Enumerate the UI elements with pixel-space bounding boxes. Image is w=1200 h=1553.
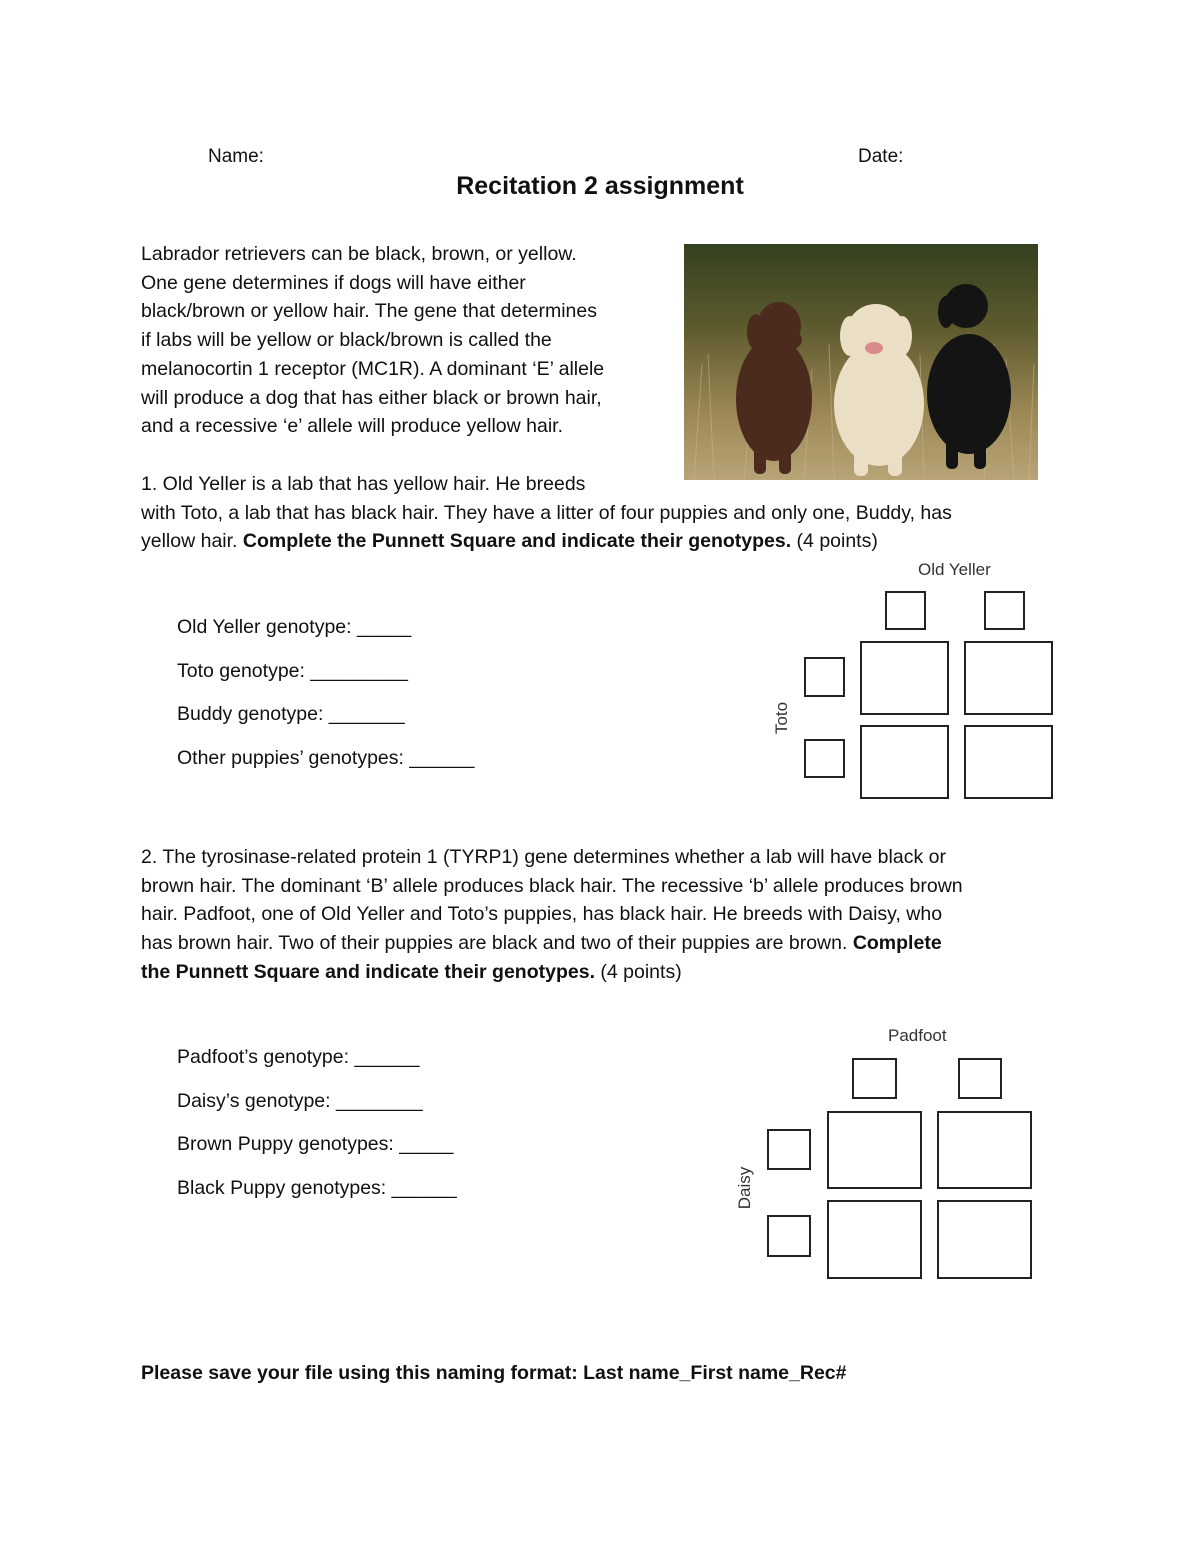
q2-top-parent-label: Padfoot xyxy=(888,1026,947,1045)
q1-genotype-list xyxy=(177,606,474,780)
q1-line: 1. Old Yeller is a lab that has yellow hair. He breeds xyxy=(141,473,586,495)
intro-line: One gene determines if dogs will have either xyxy=(141,271,526,294)
intro-line: black/brown or yellow hair. The gene that determines xyxy=(141,300,597,323)
intro-line: and a recessive ‘e’ allele will produce yellow hair. xyxy=(141,415,563,438)
q1-top-allele-box[interactable] xyxy=(885,591,926,630)
q2-offspring-cell[interactable] xyxy=(937,1200,1032,1279)
q1-line3-plain: yellow hair. xyxy=(141,530,243,553)
q2-side-allele-box[interactable] xyxy=(767,1215,811,1257)
q2-instruction-end: the Punnett Square and indicate their genotypes. xyxy=(141,960,595,983)
q1-top-allele-box[interactable] xyxy=(984,591,1025,630)
q1-line xyxy=(141,527,1071,556)
q2-instruction-start: Complete xyxy=(852,932,942,955)
q1-side-allele-box[interactable] xyxy=(804,739,845,778)
q1-offspring-cell[interactable] xyxy=(964,725,1053,799)
toto-genotype[interactable]: Toto genotype: _________ xyxy=(177,659,408,682)
question-1-text xyxy=(141,470,1071,556)
q2-offspring-cell[interactable] xyxy=(827,1200,922,1279)
q2-line4-plain: has brown hair. Two of their puppies are black and two of their puppies are brown. xyxy=(141,932,853,955)
q2-line: 2. The tyrosinase-related protein 1 (TYRP1) gene determines whether a lab will have black or xyxy=(141,846,946,868)
question-2-text xyxy=(141,843,1071,987)
old-yeller-genotype[interactable]: Old Yeller genotype: _____ xyxy=(177,616,412,638)
intro-line: Labrador retrievers can be black, brown, or yellow. xyxy=(141,243,577,265)
intro-line: melanocortin 1 receptor (MC1R). A dominant ‘E’ allele xyxy=(141,357,605,380)
labrador-photo xyxy=(684,244,1038,480)
other-puppies-genotype[interactable]: Other puppies’ genotypes: ______ xyxy=(177,746,475,769)
page-title: Recitation 2 assignment xyxy=(456,172,744,200)
q2-points: (4 points) xyxy=(594,960,682,983)
q2-offspring-cell[interactable] xyxy=(937,1111,1032,1189)
q1-offspring-cell[interactable] xyxy=(860,641,949,715)
q1-offspring-cell[interactable] xyxy=(860,725,949,799)
buddy-genotype[interactable]: Buddy genotype: _______ xyxy=(177,703,405,725)
q2-line: brown hair. The dominant ‘B’ allele produces black hair. The recessive ‘b’ allele produces brown xyxy=(141,874,963,897)
q1-points: (4 points) xyxy=(791,530,878,553)
q2-side-parent-label: Daisy xyxy=(735,1166,754,1210)
date-label: Date: xyxy=(858,146,904,167)
name-label: Name: xyxy=(208,146,264,167)
q2-offspring-cell[interactable] xyxy=(827,1111,922,1189)
daisy-genotype[interactable]: Daisy’s genotype: ________ xyxy=(177,1089,423,1112)
q2-line xyxy=(141,958,1071,987)
yellow-dog-tongue xyxy=(865,342,883,354)
q1-line: with Toto, a lab that has black hair. They have a litter of four puppies and only one, Buddy, has xyxy=(141,501,952,524)
q1-side-allele-box[interactable] xyxy=(804,657,845,697)
file-naming-instruction: Please save your file using this naming format: Last name_First name_Rec# xyxy=(141,1362,847,1384)
black-puppy-genotype[interactable]: Black Puppy genotypes: ______ xyxy=(177,1176,457,1199)
q2-top-allele-box[interactable] xyxy=(958,1058,1002,1099)
q1-top-parent-label: Old Yeller xyxy=(918,560,991,579)
intro-line: if labs will be yellow or black/brown is called the xyxy=(141,329,552,352)
q1-instruction: Complete the Punnett Square and indicate their genotypes. xyxy=(242,530,792,553)
q2-side-allele-box[interactable] xyxy=(767,1129,811,1170)
padfoot-genotype[interactable]: Padfoot’s genotype: ______ xyxy=(177,1046,420,1068)
brown-puppy-genotype[interactable]: Brown Puppy genotypes: _____ xyxy=(177,1133,454,1155)
intro-paragraph xyxy=(141,240,671,441)
q1-side-parent-label: Toto xyxy=(772,701,791,735)
q2-line: hair. Padfoot, one of Old Yeller and Toto’s puppies, has black hair. He breeds with Daisy, who xyxy=(141,903,943,926)
intro-line: will produce a dog that has either black or brown hair, xyxy=(141,386,602,409)
q2-line xyxy=(141,929,1071,958)
q2-genotype-list xyxy=(177,1036,457,1210)
q1-offspring-cell[interactable] xyxy=(964,641,1053,715)
q2-top-allele-box[interactable] xyxy=(852,1058,897,1099)
